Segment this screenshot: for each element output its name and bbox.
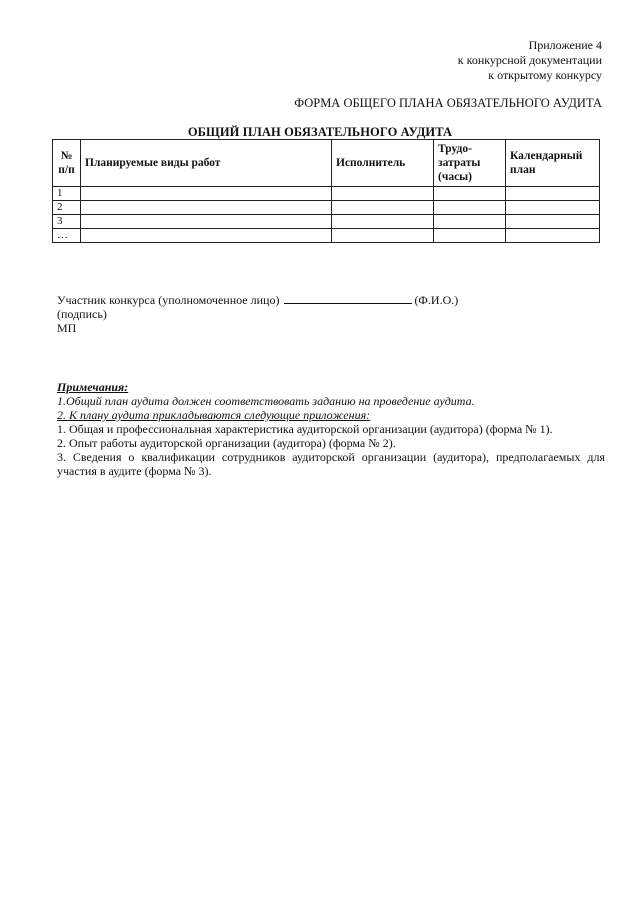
- plan-title: ОБЩИЙ ПЛАН ОБЯЗАТЕЛЬНОГО АУДИТА: [187, 125, 453, 139]
- signature-block: [57, 292, 458, 335]
- appendix-item-3: 3. Сведения о квалификации сотрудников аудиторской организации (аудитора), предполагаемых для участия в аудите (форма № 3).: [57, 450, 605, 478]
- signature-blank-line[interactable]: [284, 292, 412, 304]
- row-executor-cell[interactable]: [332, 215, 434, 229]
- table-row: [53, 201, 600, 215]
- header-executor: Исполнитель: [332, 140, 434, 187]
- notes-section: [57, 380, 605, 478]
- row-labor-cell[interactable]: [434, 215, 506, 229]
- header-calendar: Календарный план: [506, 140, 600, 187]
- appendix-item-2: 2. Опыт работы аудиторской организации (аудитора) (форма № 2).: [57, 436, 396, 450]
- row-number: 2: [53, 201, 81, 215]
- audit-plan-table: [52, 139, 600, 243]
- row-work-cell[interactable]: [81, 187, 332, 201]
- row-work-cell[interactable]: [81, 229, 332, 243]
- row-calendar-cell[interactable]: [506, 215, 600, 229]
- participant-line: [57, 292, 458, 307]
- participant-label: Участник конкурса (уполномоченное лицо): [57, 293, 280, 307]
- row-work-cell[interactable]: [81, 201, 332, 215]
- row-labor-cell[interactable]: [434, 229, 506, 243]
- stamp-label: МП: [57, 321, 77, 335]
- row-executor-cell[interactable]: [332, 187, 434, 201]
- table-row: [53, 215, 600, 229]
- row-number: 3: [53, 215, 81, 229]
- table-row: [53, 187, 600, 201]
- row-calendar-cell[interactable]: [506, 201, 600, 215]
- header-labor: Трудо- затраты (часы): [434, 140, 506, 187]
- table-row: [53, 229, 600, 243]
- row-calendar-cell[interactable]: [506, 229, 600, 243]
- row-work-cell[interactable]: [81, 215, 332, 229]
- row-labor-cell[interactable]: [434, 201, 506, 215]
- attachment-number: Приложение 4: [528, 38, 602, 52]
- appendix-item-1: 1. Общая и профессиональная характеристика аудиторской организации (аудитора) (форма № 1).: [57, 422, 553, 436]
- row-executor-cell[interactable]: [332, 201, 434, 215]
- header-number: № п/п: [53, 140, 81, 187]
- form-title: ФОРМА ОБЩЕГО ПЛАНА ОБЯЗАТЕЛЬНОГО АУДИТА: [294, 96, 602, 110]
- sign-label: (подпись): [57, 307, 107, 321]
- row-calendar-cell[interactable]: [506, 187, 600, 201]
- fio-label: (Ф.И.О.): [414, 293, 459, 307]
- note-2: 2. К плану аудита прикладываются следующие приложения:: [57, 408, 371, 422]
- row-labor-cell[interactable]: [434, 187, 506, 201]
- attachment-reference: [458, 38, 602, 83]
- header-work: Планируемые виды работ: [81, 140, 332, 187]
- row-number: 1: [53, 187, 81, 201]
- attachment-contest: к открытому конкурсу: [488, 68, 602, 82]
- notes-heading: Примечания:: [57, 380, 129, 394]
- note-1: 1.Общий план аудита должен соответствовать заданию на проведение аудита.: [57, 394, 475, 408]
- row-executor-cell[interactable]: [332, 229, 434, 243]
- table-header-row: [53, 140, 600, 187]
- attachment-doc: к конкурсной документации: [457, 53, 602, 67]
- row-number: …: [53, 229, 81, 243]
